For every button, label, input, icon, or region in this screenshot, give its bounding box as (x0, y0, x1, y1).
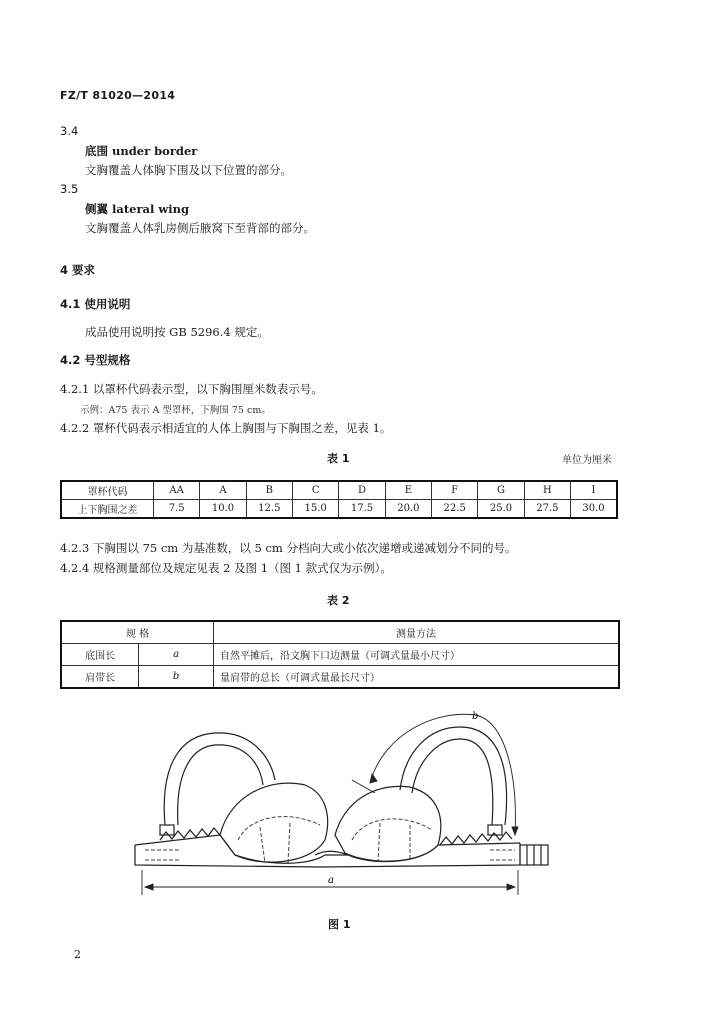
spec-name-cell: 底围长 (61, 644, 139, 666)
bra-outline (135, 727, 548, 867)
table-1-caption: 表 1 (327, 452, 350, 465)
difference-cell: 7.5 (153, 500, 199, 519)
header-spec: 规 格 (61, 621, 213, 644)
spec-name-cell: 肩带长 (61, 666, 139, 689)
section-4-2-4-text: 4.2.4 规格测量部位及规定见表 2 及图 1（图 1 款式仅为示例）。 (60, 561, 392, 575)
header-method: 测量方法 (213, 621, 619, 644)
difference-cell: 22.5 (432, 500, 478, 519)
cup-code-cell: F (432, 481, 478, 500)
section-4-2-heading: 4.2 号型规格 (60, 353, 131, 367)
section-4-2-1-text: 4.2.1 以罩杯代码表示型，以下胸围厘米数表示号。 (60, 382, 323, 396)
difference-cell: 20.0 (385, 500, 431, 519)
table-1-unit: 单位为厘米 (562, 455, 612, 466)
spec-symbol-cell: a (139, 644, 214, 666)
table-2-caption: 表 2 (327, 594, 350, 607)
difference-cell: 10.0 (200, 500, 246, 519)
cup-code-cell: B (246, 481, 292, 500)
definition-under-border: 文胸覆盖人体胸下围及以下位置的部分。 (85, 163, 292, 177)
section-4-2-1-example: 示例：A75 表示 A 型罩杯，下胸围 75 cm。 (80, 405, 271, 416)
difference-cell: 27.5 (524, 500, 570, 519)
cup-code-cell: C (292, 481, 338, 500)
cup-code-cell: H (524, 481, 570, 500)
section-4-heading: 4 要求 (60, 263, 96, 277)
table-row (61, 644, 619, 666)
difference-cell: 25.0 (478, 500, 524, 519)
table-row (61, 500, 617, 519)
stitch-lines (145, 817, 515, 863)
spec-symbol-cell: b (139, 666, 214, 689)
difference-cell: 30.0 (571, 500, 617, 519)
difference-cell: 12.5 (246, 500, 292, 519)
section-4-1-heading: 4.1 使用说明 (60, 297, 131, 311)
cup-code-cell: A (200, 481, 246, 500)
table-header-row (61, 621, 619, 644)
measure-b-label: b (472, 711, 479, 722)
table-row-label: 上下胸围之差 (61, 500, 153, 519)
cup-code-cell: E (385, 481, 431, 500)
term-lateral-wing: 侧翼 lateral wing (85, 202, 190, 216)
document-header: FZ/T 81020—2014 (60, 89, 176, 102)
table-row (61, 481, 617, 500)
section-3-4-number: 3.4 (60, 124, 79, 138)
difference-cell: 17.5 (339, 500, 385, 519)
page-number: 2 (74, 948, 81, 961)
cup-code-cell: G (478, 481, 524, 500)
section-4-2-3-text: 4.2.3 下胸围以 75 cm 为基准数，以 5 cm 分档向大或小依次递增或递减划分不同的号。 (60, 541, 517, 555)
definition-lateral-wing: 文胸覆盖人体乳房侧后腋窝下至背部的部分。 (85, 221, 315, 235)
section-4-1-text: 成品使用说明按 GB 5296.4 规定。 (85, 325, 269, 339)
section-4-2-2-text: 4.2.2 罩杯代码表示相适宜的人体上胸围与下胸围之差，见表 1。 (60, 421, 392, 435)
cup-code-cell: I (571, 481, 617, 500)
measurement-table (60, 620, 620, 689)
table-row-label: 罩杯代码 (61, 481, 153, 500)
method-cell: 自然平摊后，沿文胸下口边测量（可调式量最小尺寸） (213, 644, 619, 666)
cup-code-cell: D (339, 481, 385, 500)
cup-code-table (60, 480, 618, 519)
measure-a-label: a (328, 875, 334, 886)
term-under-border: 底围 under border (85, 144, 198, 158)
difference-cell: 15.0 (292, 500, 338, 519)
table-row (61, 666, 619, 689)
cup-code-cell: AA (153, 481, 199, 500)
method-cell: 量肩带的总长（可调式量最长尺寸） (213, 666, 619, 689)
bra-diagram (120, 705, 560, 905)
section-3-5-number: 3.5 (60, 182, 79, 196)
figure-1-caption: 图 1 (328, 918, 351, 931)
